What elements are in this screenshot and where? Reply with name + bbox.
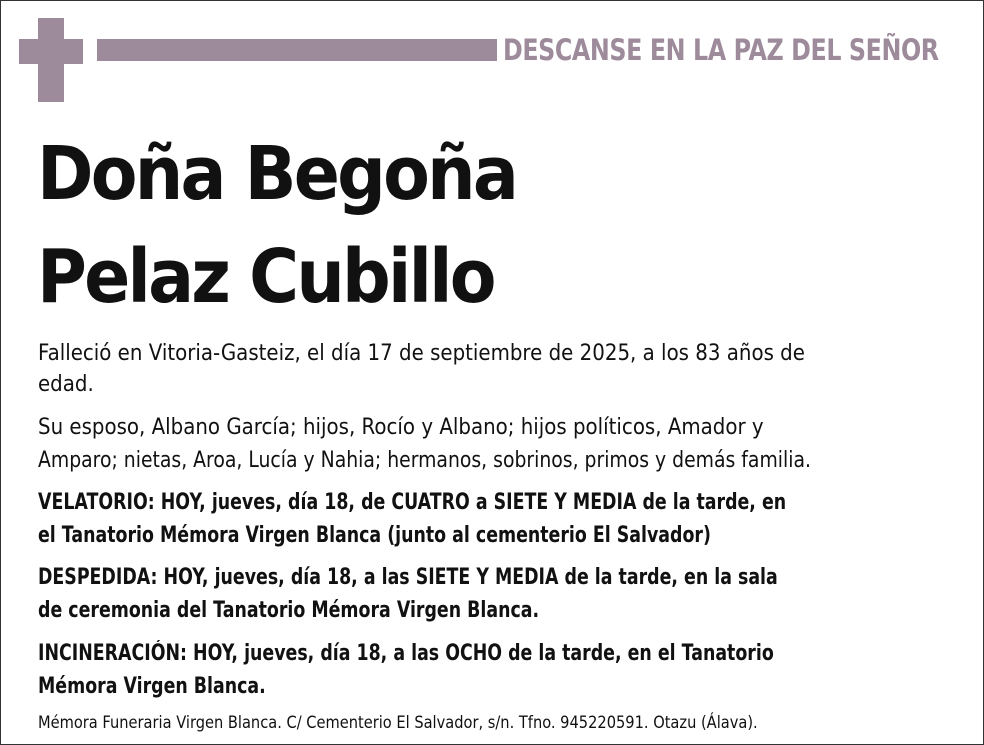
- header-motto: DESCANSE EN LA PAZ DEL SEÑOR: [503, 33, 939, 67]
- family-text: Amparo; nietas, Aroa, Lucía y Nahia; hermanos, sobrinos, primos y demás familia.: [38, 448, 811, 473]
- velatorio-text: VELATORIO: HOY, jueves, día 18, de CUATRO a SIETE Y MEDIA de la tarde, en: [38, 490, 787, 515]
- despedida-text: de ceremonia del Tanatorio Mémora Virgen Blanca.: [38, 598, 540, 623]
- incineracion-text: INCINERACIÓN: HOY, jueves, día 18, a las OCHO de la tarde, en el Tanatorio: [38, 641, 774, 666]
- header-rule: [97, 39, 497, 61]
- deceased-name-line1: Doña Begoña: [37, 131, 517, 217]
- death-text: edad.: [38, 372, 94, 397]
- despedida-text: DESPEDIDA: HOY, jueves, día 18, a las SIETE Y MEDIA de la tarde, en la sala: [38, 565, 778, 590]
- incineracion-text: Mémora Virgen Blanca.: [38, 674, 266, 699]
- deceased-name-line2: Pelaz Cubillo: [37, 234, 494, 320]
- velatorio-text: el Tanatorio Mémora Virgen Blanca (junto al cementerio El Salvador): [38, 523, 711, 548]
- family-text: Su esposo, Albano García; hijos, Rocío y Albano; hijos políticos, Amador y: [38, 415, 764, 440]
- cross-icon-arm: [19, 39, 83, 64]
- death-text: Falleció en Vitoria-Gasteiz, el día 17 de septiembre de 2025, a los 83 años de: [38, 341, 805, 366]
- funeral-home-footer: Mémora Funeraria Virgen Blanca. C/ Cementerio El Salvador, s/n. Tfno. 945220591. Otazu (Álava).: [38, 713, 758, 733]
